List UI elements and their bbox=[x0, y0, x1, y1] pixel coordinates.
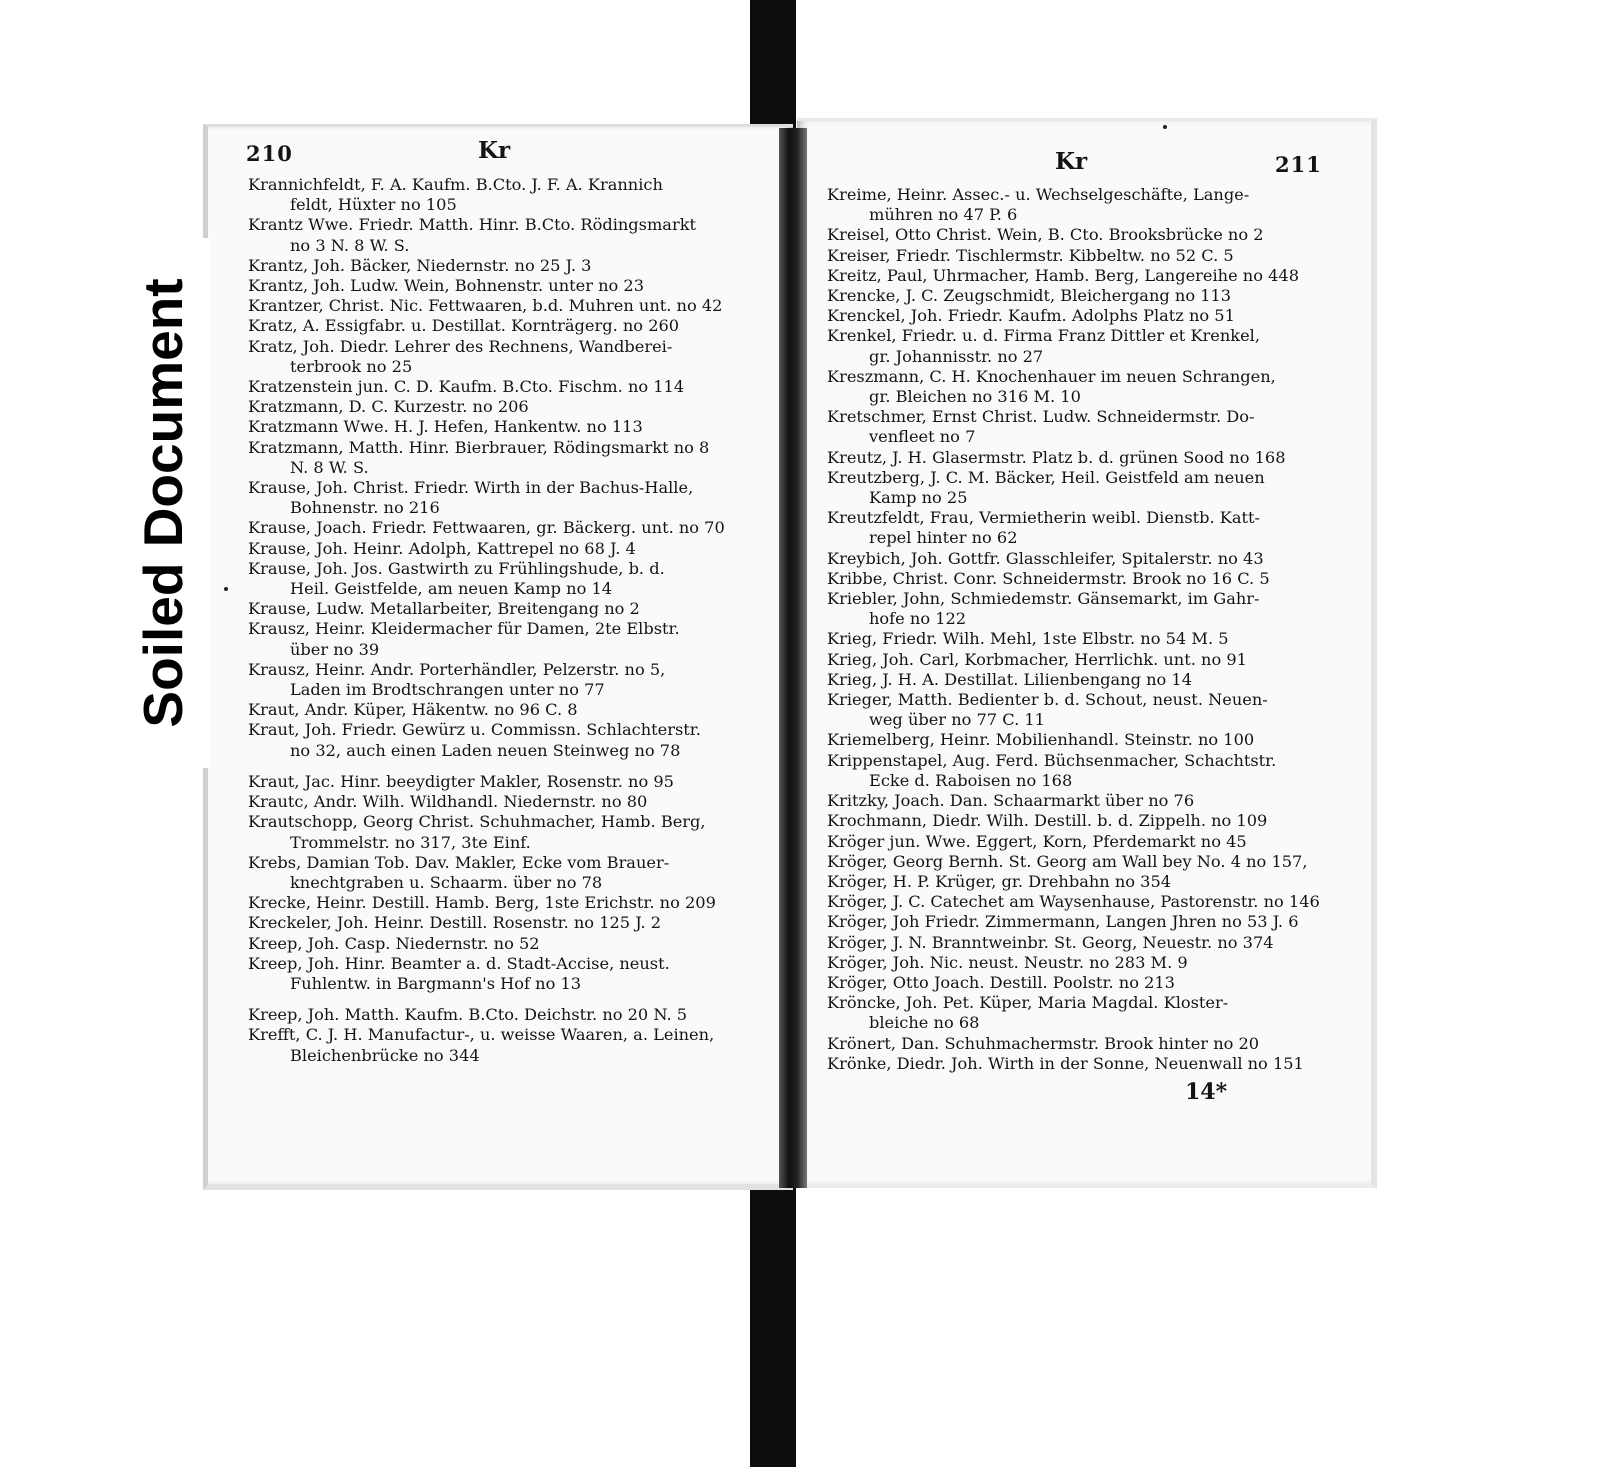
entry-line: Kratzenstein jun. C. D. Kaufm. B.Cto. Fischm. no 114 bbox=[248, 377, 685, 397]
directory-entry bbox=[248, 276, 778, 296]
directory-entry bbox=[248, 700, 778, 720]
book-spine bbox=[779, 128, 807, 1188]
entry-line: Kröger, Otto Joach. Destill. Poolstr. no 213 bbox=[827, 972, 1175, 992]
directory-entry bbox=[827, 953, 1357, 973]
entry-line: Kreiser, Friedr. Tischlermstr. Kibbeltw. no 52 C. 5 bbox=[827, 245, 1234, 265]
entry-line: Kratzmann, Matth. Hinr. Bierbrauer, Rödingsmarkt no 8 bbox=[248, 437, 710, 457]
directory-entry bbox=[827, 872, 1357, 892]
left-entry-list bbox=[248, 175, 778, 1066]
entry-line: Krieg, Joh. Carl, Korbmacher, Herrlichk. unt. no 91 bbox=[827, 649, 1247, 669]
directory-entry bbox=[827, 508, 1357, 548]
entry-line: Krantz, Joh. Ludw. Wein, Bohnenstr. unter no 23 bbox=[248, 276, 645, 296]
entry-continuation-line: Ecke d. Raboisen no 168 bbox=[869, 770, 1073, 790]
directory-entry bbox=[248, 853, 778, 893]
directory-entry bbox=[827, 286, 1357, 306]
directory-entry bbox=[827, 266, 1357, 286]
entry-continuation-line: mühren no 47 P. 6 bbox=[869, 205, 1018, 225]
directory-entry bbox=[248, 913, 778, 933]
left-running-head: Kr bbox=[478, 137, 511, 164]
entry-line: Krönke, Diedr. Joh. Wirth in der Sonne, Neuenwall no 151 bbox=[827, 1053, 1304, 1073]
directory-entry bbox=[827, 589, 1357, 629]
entry-line: Krause, Joh. Jos. Gastwirth zu Frühlingshude, b. d. bbox=[248, 558, 665, 578]
entry-line: Kratz, A. Essigfabr. u. Destillat. Kornträgerg. no 260 bbox=[248, 316, 680, 336]
right-page-number: 211 bbox=[1275, 152, 1322, 177]
directory-entry bbox=[248, 792, 778, 812]
entry-continuation-line: N. 8 W. S. bbox=[290, 457, 369, 477]
entry-line: Kreep, Joh. Matth. Kaufm. B.Cto. Deichstr. no 20 N. 5 bbox=[248, 1005, 688, 1025]
directory-entry bbox=[827, 993, 1357, 1033]
entry-continuation-line: gr. Johannisstr. no 27 bbox=[869, 346, 1044, 366]
entry-line: Kröger, Georg Bernh. St. Georg am Wall bey No. 4 no 157, bbox=[827, 851, 1308, 871]
entry-continuation-line: über no 39 bbox=[290, 639, 380, 659]
entry-continuation-line: terbrook no 25 bbox=[290, 356, 413, 376]
entry-continuation-line: Trommelstr. no 317, 3te Einf. bbox=[290, 832, 531, 852]
directory-entry bbox=[827, 1034, 1357, 1054]
entry-line: Kröger, J. N. Branntweinbr. St. Georg, Neuestr. no 374 bbox=[827, 932, 1274, 952]
entry-line: Krenkel, Friedr. u. d. Firma Franz Dittler et Krenkel, bbox=[827, 326, 1260, 346]
directory-entry bbox=[248, 296, 778, 316]
entry-line: Kretschmer, Ernst Christ. Ludw. Schneidermstr. Do- bbox=[827, 407, 1255, 427]
entry-line: Kritzky, Joach. Dan. Schaarmarkt über no 76 bbox=[827, 791, 1195, 811]
directory-entry bbox=[248, 559, 778, 599]
directory-entry bbox=[827, 690, 1357, 730]
entry-continuation-line: Heil. Geistfelde, am neuen Kamp no 14 bbox=[290, 579, 613, 599]
entry-continuation-line: feldt, Hüxter no 105 bbox=[290, 195, 457, 215]
entry-continuation-line: hofe no 122 bbox=[869, 609, 967, 629]
directory-entry bbox=[248, 478, 778, 518]
directory-entry bbox=[827, 629, 1357, 649]
directory-entry bbox=[248, 954, 778, 994]
directory-entry bbox=[248, 599, 778, 619]
entry-line: Kratz, Joh. Diedr. Lehrer des Rechnens, Wandberei- bbox=[248, 336, 673, 356]
directory-entry bbox=[827, 185, 1357, 225]
entry-line: Kriemelberg, Heinr. Mobilienhandl. Steinstr. no 100 bbox=[827, 730, 1255, 750]
directory-entry bbox=[248, 934, 778, 954]
directory-entry bbox=[827, 892, 1357, 912]
entry-line: Kreep, Joh. Hinr. Beamter a. d. Stadt-Accise, neust. bbox=[248, 953, 670, 973]
directory-entry bbox=[248, 438, 778, 478]
entry-continuation-line: knechtgraben u. Schaarm. über no 78 bbox=[290, 872, 603, 892]
directory-entry bbox=[827, 407, 1357, 447]
directory-entry bbox=[827, 730, 1357, 750]
directory-entry bbox=[827, 225, 1357, 245]
entry-line: Krochmann, Diedr. Wilh. Destill. b. d. Zippelh. no 109 bbox=[827, 811, 1268, 831]
entry-line: Krautschopp, Georg Christ. Schuhmacher, Hamb. Berg, bbox=[248, 812, 706, 832]
entry-line: Kreutz, J. H. Glasermstr. Platz b. d. grünen Sood no 168 bbox=[827, 447, 1286, 467]
entry-continuation-line: Kamp no 25 bbox=[869, 488, 968, 508]
entry-line: Kreszmann, C. H. Knochenhauer im neuen Schrangen, bbox=[827, 366, 1276, 386]
entry-line: Krebs, Damian Tob. Dav. Makler, Ecke vom Brauer- bbox=[248, 852, 670, 872]
entry-continuation-line: no 3 N. 8 W. S. bbox=[290, 235, 410, 255]
entry-continuation-line: repel hinter no 62 bbox=[869, 528, 1018, 548]
entry-line: Kröger, H. P. Krüger, gr. Drehbahn no 354 bbox=[827, 871, 1172, 891]
entry-line: Krecke, Heinr. Destill. Hamb. Berg, 1ste Erichstr. no 209 bbox=[248, 893, 716, 913]
entry-line: Kreitz, Paul, Uhrmacher, Hamb. Berg, Langereihe no 448 bbox=[827, 265, 1300, 285]
directory-entry bbox=[827, 549, 1357, 569]
entry-line: Kreybich, Joh. Gottfr. Glasschleifer, Spitalerstr. no 43 bbox=[827, 548, 1264, 568]
binding-strip-top bbox=[750, 0, 796, 132]
entry-line: Kröger jun. Wwe. Eggert, Korn, Pferdemarkt no 45 bbox=[827, 831, 1247, 851]
directory-entry bbox=[248, 893, 778, 913]
directory-entry bbox=[827, 306, 1357, 326]
entry-line: Krantz, Joh. Bäcker, Niedernstr. no 25 J. 3 bbox=[248, 255, 592, 275]
directory-entry bbox=[248, 812, 778, 852]
dust-speck bbox=[224, 587, 228, 591]
entry-line: Krausz, Heinr. Kleidermacher für Damen, 2te Elbstr. bbox=[248, 619, 680, 639]
directory-entry bbox=[248, 337, 778, 377]
entry-line: Kreutzberg, J. C. M. Bäcker, Heil. Geistfeld am neuen bbox=[827, 467, 1265, 487]
entry-line: Krautc, Andr. Wilh. Wildhandl. Niedernstr. no 80 bbox=[248, 792, 648, 812]
directory-entry bbox=[827, 1054, 1357, 1074]
right-running-head: Kr bbox=[1055, 148, 1088, 175]
directory-entry bbox=[248, 215, 778, 255]
entry-line: Kribbe, Christ. Conr. Schneidermstr. Brook no 16 C. 5 bbox=[827, 568, 1270, 588]
directory-entry bbox=[248, 256, 778, 276]
entry-line: Kratzmann Wwe. H. J. Hefen, Hankentw. no 113 bbox=[248, 417, 643, 437]
entry-line: Kriebler, John, Schmiedemstr. Gänsemarkt, im Gahr- bbox=[827, 589, 1260, 609]
entry-line: Krencke, J. C. Zeugschmidt, Bleichergang no 113 bbox=[827, 286, 1232, 306]
entry-line: Krieg, J. H. A. Destillat. Lilienbengang no 14 bbox=[827, 669, 1193, 689]
directory-entry bbox=[827, 367, 1357, 407]
entry-line: Krippenstapel, Aug. Ferd. Büchsenmacher, Schachtstr. bbox=[827, 750, 1277, 770]
dust-speck bbox=[1163, 125, 1167, 129]
directory-entry bbox=[248, 175, 778, 215]
directory-entry bbox=[827, 933, 1357, 953]
directory-entry bbox=[827, 246, 1357, 266]
entry-continuation-line: Fuhlentw. in Bargmann's Hof no 13 bbox=[290, 973, 582, 993]
directory-entry bbox=[827, 670, 1357, 690]
entry-line: Kreisel, Otto Christ. Wein, B. Cto. Brooksbrücke no 2 bbox=[827, 225, 1264, 245]
entry-line: Kröncke, Joh. Pet. Küper, Maria Magdal. Kloster- bbox=[827, 993, 1229, 1013]
directory-entry bbox=[827, 751, 1357, 791]
directory-entry bbox=[248, 772, 778, 792]
entry-line: Kröger, J. C. Catechet am Waysenhause, Pastorenstr. no 146 bbox=[827, 892, 1320, 912]
entry-continuation-line: Bleichenbrücke no 344 bbox=[290, 1045, 480, 1065]
entry-line: Kraut, Joh. Friedr. Gewürz u. Commissn. Schlachterstr. bbox=[248, 720, 701, 740]
entry-line: Kraut, Jac. Hinr. beeydigter Makler, Rosenstr. no 95 bbox=[248, 771, 674, 791]
directory-entry bbox=[827, 811, 1357, 831]
entry-line: Kraut, Andr. Küper, Häkentw. no 96 C. 8 bbox=[248, 700, 578, 720]
soiled-document-label: Soiled Document bbox=[132, 278, 194, 728]
entry-line: Krause, Joach. Friedr. Fettwaaren, gr. Bäckerg. unt. no 70 bbox=[248, 518, 725, 538]
entry-line: Kreckeler, Joh. Heinr. Destill. Rosenstr. no 125 J. 2 bbox=[248, 913, 662, 933]
entry-continuation-line: weg über no 77 C. 11 bbox=[869, 710, 1045, 730]
entry-continuation-line: gr. Bleichen no 316 M. 10 bbox=[869, 387, 1081, 407]
entry-line: Krefft, C. J. H. Manufactur-, u. weisse Waaren, a. Leinen, bbox=[248, 1025, 715, 1045]
right-page bbox=[797, 118, 1377, 1188]
entry-line: Krieg, Friedr. Wilh. Mehl, 1ste Elbstr. no 54 M. 5 bbox=[827, 629, 1229, 649]
right-entry-list bbox=[827, 185, 1357, 1074]
entry-line: Krause, Ludw. Metallarbeiter, Breitengang no 2 bbox=[248, 599, 640, 619]
directory-entry bbox=[827, 912, 1357, 932]
directory-entry bbox=[248, 518, 778, 538]
directory-entry bbox=[248, 619, 778, 659]
directory-entry bbox=[248, 397, 778, 417]
entry-line: Krannichfeldt, F. A. Kaufm. B.Cto. J. F. A. Krannich bbox=[248, 175, 663, 194]
entry-line: Krause, Joh. Heinr. Adolph, Kattrepel no 68 J. 4 bbox=[248, 538, 636, 558]
entry-continuation-line: no 32, auch einen Laden neuen Steinweg no 78 bbox=[290, 740, 681, 760]
directory-entry bbox=[248, 539, 778, 559]
entry-line: Krantz Wwe. Friedr. Matth. Hinr. B.Cto. Rödingsmarkt bbox=[248, 215, 697, 235]
directory-entry bbox=[827, 973, 1357, 993]
entry-line: Krönert, Dan. Schuhmachermstr. Brook hinter no 20 bbox=[827, 1033, 1260, 1053]
entry-continuation-line: Bohnenstr. no 216 bbox=[290, 498, 440, 518]
directory-entry bbox=[827, 852, 1357, 872]
directory-entry bbox=[248, 316, 778, 336]
entry-continuation-line: venfleet no 7 bbox=[869, 427, 976, 447]
entry-line: Kratzmann, D. C. Kurzestr. no 206 bbox=[248, 397, 529, 417]
entry-line: Kröger, Joh Friedr. Zimmermann, Langen Jhren no 53 J. 6 bbox=[827, 912, 1299, 932]
directory-entry bbox=[827, 791, 1357, 811]
entry-line: Krenckel, Joh. Friedr. Kaufm. Adolphs Platz no 51 bbox=[827, 306, 1235, 326]
directory-entry bbox=[248, 1025, 778, 1065]
entry-line: Krieger, Matth. Bedienter b. d. Schout, neust. Neuen- bbox=[827, 690, 1268, 710]
directory-entry bbox=[248, 1005, 778, 1025]
entry-line: Krause, Joh. Christ. Friedr. Wirth in der Bachus-Halle, bbox=[248, 478, 694, 498]
directory-entry bbox=[827, 326, 1357, 366]
directory-entry bbox=[248, 660, 778, 700]
directory-entry bbox=[827, 569, 1357, 589]
directory-entry bbox=[827, 468, 1357, 508]
left-page bbox=[203, 124, 793, 1190]
directory-entry bbox=[248, 720, 778, 760]
entry-line: Krantzer, Christ. Nic. Fettwaaren, b.d. Muhren unt. no 42 bbox=[248, 296, 723, 316]
entry-line: Kreutzfeldt, Frau, Vermietherin weibl. Dienstb. Katt- bbox=[827, 508, 1261, 528]
directory-entry bbox=[827, 832, 1357, 852]
directory-entry bbox=[827, 650, 1357, 670]
binding-strip-bottom bbox=[750, 1182, 796, 1467]
entry-line: Kreep, Joh. Casp. Niedernstr. no 52 bbox=[248, 933, 540, 953]
entry-line: Krausz, Heinr. Andr. Porterhändler, Pelzerstr. no 5, bbox=[248, 659, 666, 679]
directory-entry bbox=[827, 448, 1357, 468]
directory-entry bbox=[248, 417, 778, 437]
entry-continuation-line: bleiche no 68 bbox=[869, 1013, 980, 1033]
directory-entry bbox=[248, 377, 778, 397]
entry-line: Kröger, Joh. Nic. neust. Neustr. no 283 M. 9 bbox=[827, 952, 1188, 972]
entry-line: Kreime, Heinr. Assec.- u. Wechselgeschäfte, Lange- bbox=[827, 185, 1250, 204]
signature-mark: 14* bbox=[1185, 1079, 1228, 1105]
left-page-number: 210 bbox=[246, 141, 293, 166]
entry-continuation-line: Laden im Brodtschrangen unter no 77 bbox=[290, 680, 605, 700]
